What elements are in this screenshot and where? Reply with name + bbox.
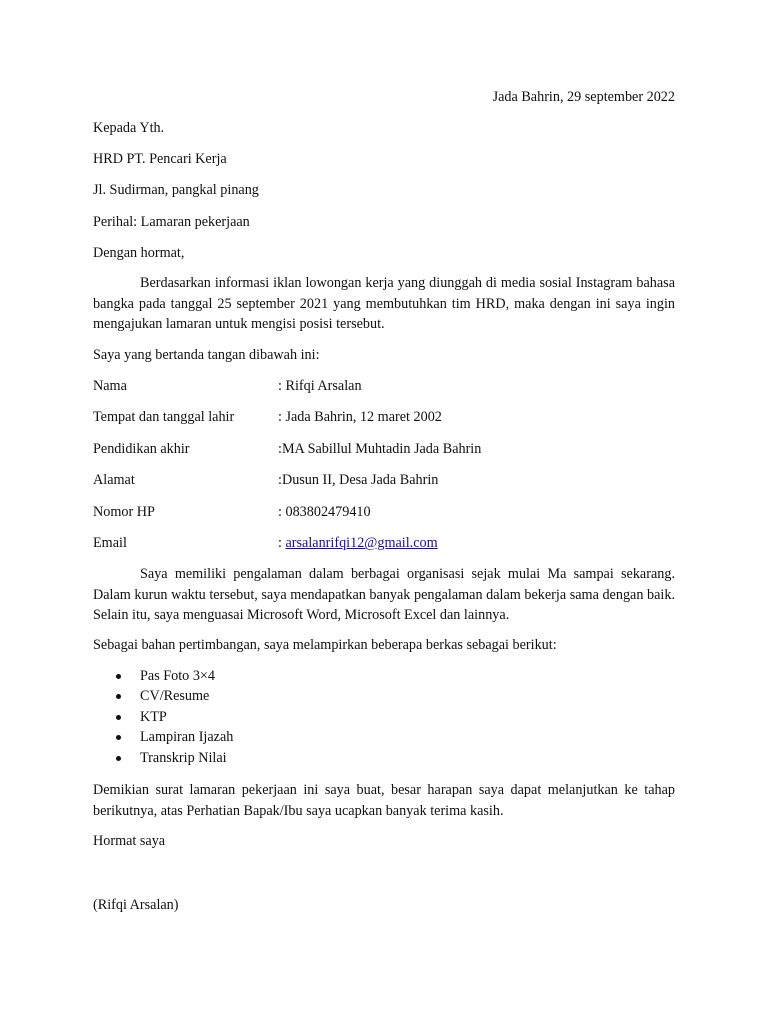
identity-label-email: Email (93, 535, 127, 551)
email-link[interactable]: arsalanrifqi12@gmail.com (285, 535, 438, 551)
attachment-label: Transkrip Nilai (140, 749, 227, 766)
attachment-label: Pas Foto 3×4 (140, 668, 216, 684)
bullet-icon (116, 674, 121, 679)
bullet-icon (116, 735, 121, 740)
list-item (93, 748, 233, 768)
attachments-list (93, 666, 233, 768)
identity-intro: Saya yang bertanda tangan dibawah ini: (93, 347, 320, 363)
identity-label-name: Nama (93, 378, 127, 394)
attachments-intro: Sebagai bahan pertimbangan, saya melampirkan beberapa berkas sebagai berikut: (93, 637, 557, 653)
bullet-icon (116, 694, 121, 699)
letter-page (93, 0, 675, 1024)
identity-label-address: Alamat (93, 472, 135, 488)
recipient-address: Jl. Sudirman, pangkal pinang (93, 182, 259, 198)
identity-label-birth: Tempat dan tanggal lahir (93, 409, 235, 425)
list-item (93, 666, 233, 686)
identity-value-phone: : 083802479410 (278, 504, 371, 520)
recipient-company: HRD PT. Pencari Kerja (93, 151, 227, 167)
identity-value-address: :Dusun II, Desa Jada Bahrin (278, 472, 439, 488)
bullet-icon (116, 756, 121, 761)
attachment-label: CV/Resume (140, 688, 210, 705)
attachment-label: Lampiran Ijazah (140, 729, 234, 746)
list-item (93, 686, 233, 706)
email-prefix: : (278, 535, 286, 551)
closing: Hormat saya (93, 833, 166, 849)
identity-value-email (278, 534, 438, 552)
place-date: Jada Bahrin, 29 september 2022 (492, 89, 675, 105)
bullet-icon (116, 715, 121, 720)
identity-value-education: :MA Sabillul Muhtadin Jada Bahrin (278, 441, 482, 457)
recipient-greeting: Kepada Yth. (93, 120, 165, 136)
experience-paragraph: Saya memiliki pengalaman dalam berbagai organisasi sejak mulai Ma sampai sekarang. Dalam kurun waktu tersebut, saya mendapatkan banyak pengalaman dalam bekerja sama dengan baik. Selain itu, saya menguasai Microsoft Word, Microsoft Excel dan lainnya. (93, 566, 675, 623)
identity-value-name: : Rifqi Arsalan (278, 378, 362, 394)
subject-line: Perihal: Lamaran pekerjaan (93, 214, 250, 230)
list-item (93, 727, 233, 747)
attachment-label: KTP (140, 708, 167, 725)
intro-paragraph: Berdasarkan informasi iklan lowongan kerja yang diunggah di media sosial Instagram bahasa bangka pada tanggal 25 september 2021 yang membutuhkan tim HRD, maka dengan ini saya ingin mengajukan lamaran untuk mengisi posisi tersebut. (93, 275, 675, 332)
closing-paragraph: Demikian surat lamaran pekerjaan ini saya buat, besar harapan saya dapat melanjutkan ke tahap berikutnya, atas Perhatian Bapak/Ibu saya ucapkan banyak terima kasih. (93, 782, 675, 819)
signature-name: (Rifqi Arsalan) (93, 897, 179, 913)
identity-label-education: Pendidikan akhir (93, 441, 190, 457)
identity-label-phone: Nomor HP (93, 504, 155, 520)
identity-value-birth: : Jada Bahrin, 12 maret 2002 (278, 409, 442, 425)
salutation: Dengan hormat, (93, 245, 185, 261)
list-item (93, 707, 233, 727)
